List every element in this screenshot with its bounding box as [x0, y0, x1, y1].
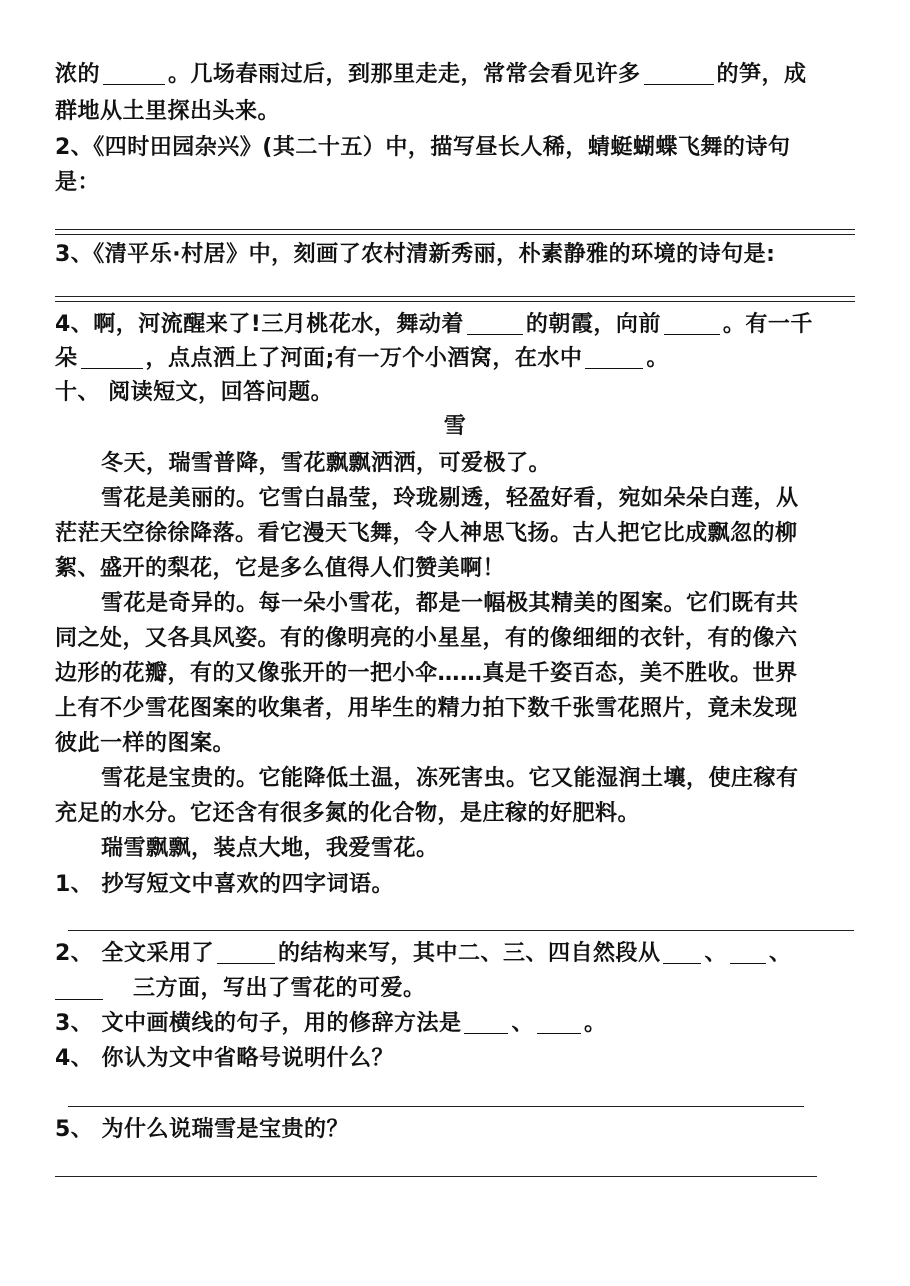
- answer-blank[interactable]: [537, 1009, 581, 1034]
- text: 的朝霞，向前: [525, 312, 661, 337]
- s9-line1: [55, 58, 865, 92]
- answer-blank[interactable]: [467, 310, 523, 335]
- answer-line[interactable]: [55, 229, 855, 235]
- passage-p3-line: 彼此一样的图案。: [55, 731, 236, 756]
- text: ，点点洒上了河面;有一万个小酒窝，在水中: [145, 346, 583, 371]
- answer-line[interactable]: [55, 1176, 817, 1177]
- s9-q3: 3、《清平乐·村居》中，刻画了农村清新秀丽，朴素静雅的环境的诗句是:: [55, 242, 776, 267]
- text: 。几场春雨过后，到那里走走，常常会看见许多: [168, 62, 641, 87]
- answer-blank[interactable]: [730, 939, 766, 964]
- s9-q2-line2: 是：: [55, 170, 101, 195]
- question-4: 4、 你认为文中省略号说明什么？: [55, 1046, 394, 1071]
- answer-line[interactable]: [68, 930, 854, 931]
- answer-blank[interactable]: [81, 344, 143, 369]
- text: 。: [583, 1011, 607, 1036]
- passage-p2-line: 茫茫天空徐徐降落。看它漫天飞舞，令人神思飞扬。古人把它比成飘忽的柳: [55, 521, 798, 546]
- passage-p4-line: 雪花是宝贵的。它能降低土温，冻死害虫。它又能湿润土壤，使庄稼有: [101, 766, 799, 791]
- text: 的笋，成: [716, 62, 807, 87]
- passage-p2-line: 絮、盛开的梨花，它是多么值得人们赞美啊！: [55, 556, 506, 581]
- answer-blank[interactable]: [103, 60, 165, 85]
- passage-p4-line: 充足的水分。它还含有很多氮的化合物，是庄稼的好肥料。: [55, 801, 641, 826]
- passage-p1: 冬天，瑞雪普降，雪花飘飘洒洒，可爱极了。: [101, 451, 552, 476]
- text: 2、 全文采用了: [55, 941, 214, 966]
- question-1: 1、 抄写短文中喜欢的四字词语。: [55, 872, 394, 897]
- question-5: 5、 为什么说瑞雪是宝贵的？: [55, 1117, 349, 1142]
- passage-p3-line: 上有不少雪花图案的收集者，用毕生的精力拍下数千张雪花照片，竟未发现: [55, 696, 798, 721]
- text: 、: [769, 941, 792, 966]
- answer-blank[interactable]: [664, 310, 720, 335]
- question-2-line2: 三方面，写出了雪花的可爱。: [133, 976, 426, 1001]
- s9-q4-line1: [55, 308, 865, 342]
- text: 、: [704, 941, 727, 966]
- answer-blank[interactable]: [663, 939, 701, 964]
- passage-p3-line: 雪花是奇异的。每一朵小雪花，都是一幅极其精美的图案。它们既有共: [101, 591, 799, 616]
- text: 浓的: [55, 62, 101, 87]
- question-3: [55, 1007, 865, 1041]
- text: 。有一千: [722, 312, 813, 337]
- answer-blank[interactable]: [585, 344, 643, 369]
- passage-p3-line: 边形的花瓣，有的又像张开的一把小伞……真是千姿百态，美不胜收。世界: [55, 661, 798, 686]
- text: 朵: [55, 346, 78, 371]
- answer-blank[interactable]: [464, 1009, 508, 1034]
- answer-line[interactable]: [68, 1106, 804, 1107]
- text: 3、 文中画横线的句子，用的修辞方法是: [55, 1011, 462, 1036]
- answer-blank[interactable]: [217, 939, 275, 964]
- passage-p5: 瑞雪飘飘，装点大地，我爱雪花。: [101, 836, 439, 861]
- answer-blank[interactable]: [644, 60, 714, 85]
- section-heading: 十、 阅读短文，回答问题。: [55, 380, 334, 405]
- passage-p2-line: 雪花是美丽的。它雪白晶莹，玲珑剔透，轻盈好看，宛如朵朵白莲，从: [101, 486, 799, 511]
- text: 。: [646, 346, 669, 371]
- s9-q2-line1: 2、《四时田园杂兴》(其二十五）中，描写昼长人稀，蜻蜓蝴蝶飞舞的诗句: [55, 135, 791, 160]
- question-2: [55, 937, 865, 971]
- passage-p3-line: 同之处，又各具风姿。有的像明亮的小星星，有的像细细的衣针，有的像六: [55, 626, 798, 651]
- text: 4、啊，河流醒来了!三月桃花水，舞动着: [55, 312, 464, 337]
- text: 、: [511, 1011, 534, 1036]
- passage-title: 雪: [443, 414, 467, 439]
- s9-q4-line2: [55, 342, 865, 376]
- text: 的结构来写，其中二、三、四自然段从: [277, 941, 661, 966]
- s9-line2: 群地从土里探出头来。: [55, 99, 281, 124]
- answer-line[interactable]: [55, 296, 855, 302]
